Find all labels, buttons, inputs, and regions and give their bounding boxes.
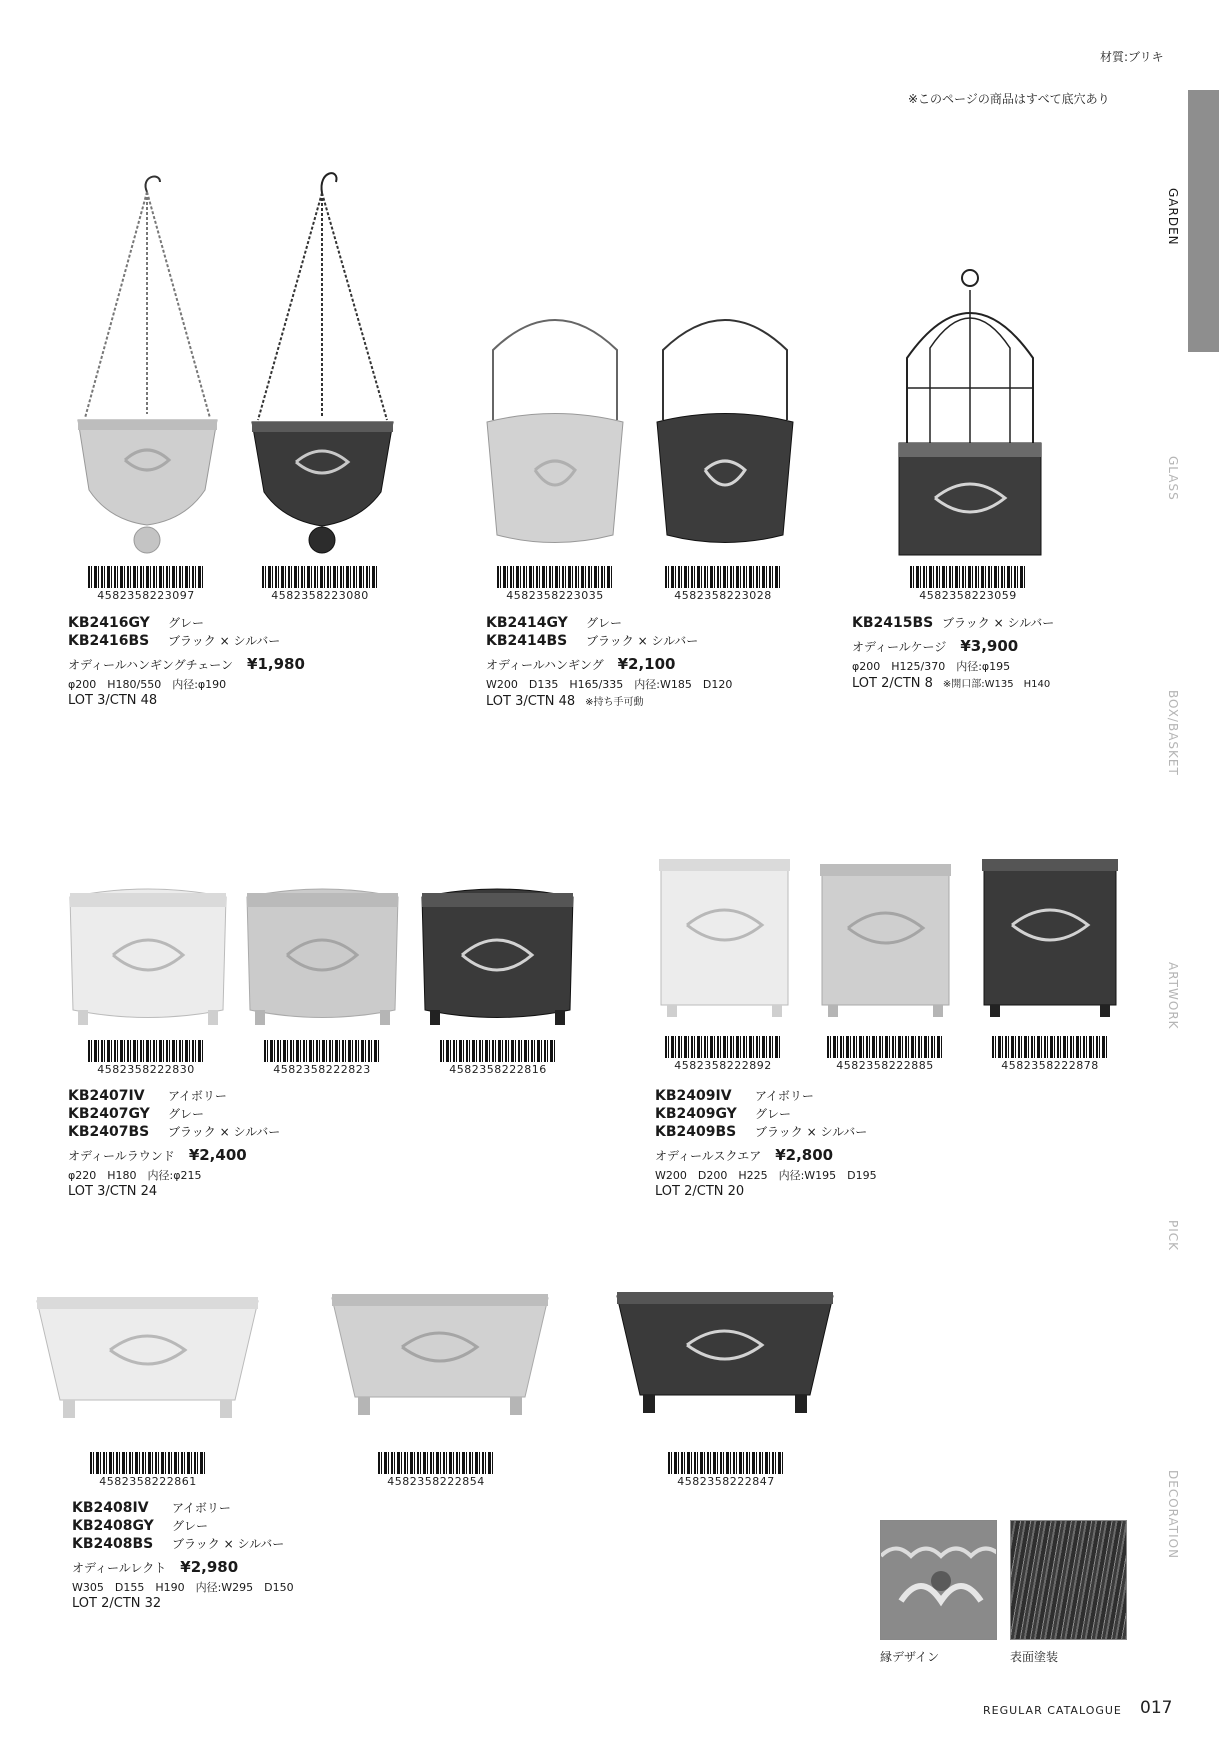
product-name: オディールケージ xyxy=(852,640,947,654)
barcode-kb2414bs xyxy=(665,566,781,602)
product-dimensions: φ200 H180/550 内径:φ190 xyxy=(68,678,227,691)
product-image-kb2407bs xyxy=(420,885,575,1030)
sku-code: KB2408BS xyxy=(72,1536,154,1552)
page-note: ※このページの商品はすべて底穴あり xyxy=(908,92,1110,106)
barcode-bars xyxy=(264,1040,380,1062)
product-lot: LOT 3/CTN 48 xyxy=(68,693,158,708)
page-number: 017 xyxy=(1140,1698,1173,1718)
sku-code: KB2409IV xyxy=(655,1088,732,1104)
sku-code: KB2407GY xyxy=(68,1106,150,1122)
product-image-kb2408bs xyxy=(615,1290,835,1420)
barcode-number: 4582358222885 xyxy=(836,1059,934,1072)
barcode-kb2416gy xyxy=(88,566,204,602)
barcode-kb2415bs xyxy=(910,566,1026,602)
product-image-kb2407iv xyxy=(68,885,228,1030)
barcode-bars xyxy=(88,1040,204,1062)
product-name: オディールハンギング xyxy=(486,658,604,672)
product-dimensions: φ200 H125/370 内径:φ195 xyxy=(852,660,1011,673)
product-info-kb2414 xyxy=(486,614,732,709)
edge-design-swatch xyxy=(880,1520,997,1640)
sku-color: グレー xyxy=(172,1519,209,1533)
product-lot-note: ※持ち手可動 xyxy=(585,697,644,708)
barcode-bars xyxy=(668,1452,784,1474)
sku-code: KB2407IV xyxy=(68,1088,145,1104)
product-lot: LOT 2/CTN 20 xyxy=(655,1184,745,1199)
sku-color: グレー xyxy=(168,616,205,630)
barcode-number: 4582358222823 xyxy=(273,1063,371,1076)
barcode-kb2407bs xyxy=(440,1040,556,1076)
sku-code: KB2416BS xyxy=(68,633,150,649)
barcode-number: 4582358222892 xyxy=(674,1059,772,1072)
barcode-kb2407gy xyxy=(264,1040,380,1076)
barcode-number: 4582358222830 xyxy=(97,1063,195,1076)
side-nav-pick[interactable]: PICK xyxy=(1166,1220,1180,1252)
product-name: オディールラウンド xyxy=(68,1149,175,1163)
barcode-number: 4582358223028 xyxy=(674,589,772,602)
barcode-number: 4582358222854 xyxy=(387,1475,485,1488)
sku-code: KB2414BS xyxy=(486,633,568,649)
product-image-kb2409iv xyxy=(657,855,792,1020)
product-image-kb2415bs xyxy=(895,268,1045,558)
product-name: オディールハンギングチェーン xyxy=(68,658,234,672)
sku-color: グレー xyxy=(168,1107,205,1121)
product-image-kb2416bs xyxy=(250,168,395,555)
barcode-bars xyxy=(665,566,781,588)
barcode-kb2416bs xyxy=(262,566,378,602)
product-dimensions: W305 D155 H190 内径:W295 D150 xyxy=(72,1581,294,1594)
barcode-kb2414gy xyxy=(497,566,613,602)
barcode-number: 4582358223080 xyxy=(271,589,369,602)
barcode-number: 4582358222847 xyxy=(677,1475,775,1488)
sku-color: ブラック × シルバー xyxy=(168,634,281,648)
barcode-number: 4582358222861 xyxy=(99,1475,197,1488)
barcode-kb2408bs xyxy=(668,1452,784,1488)
product-lot: LOT 3/CTN 24 xyxy=(68,1184,158,1199)
product-lot: LOT 2/CTN 32 xyxy=(72,1596,162,1611)
barcode-kb2409gy xyxy=(827,1036,943,1072)
barcode-bars xyxy=(90,1452,206,1474)
sku-code: KB2407BS xyxy=(68,1124,150,1140)
product-price: ¥2,980 xyxy=(180,1558,239,1576)
barcode-number: 4582358222878 xyxy=(1001,1059,1099,1072)
sku-color: グレー xyxy=(586,616,623,630)
barcode-bars xyxy=(827,1036,943,1058)
sku-code: KB2415BS xyxy=(852,615,934,631)
product-image-kb2409gy xyxy=(818,860,953,1020)
product-lot: LOT 3/CTN 48 xyxy=(486,694,576,709)
product-image-kb2407gy xyxy=(245,885,400,1030)
product-lot-note: ※開口部:W135 H140 xyxy=(942,679,1051,690)
barcode-kb2408gy xyxy=(378,1452,494,1488)
barcode-bars xyxy=(262,566,378,588)
product-info-kb2415 xyxy=(852,614,1054,691)
sku-color: アイボリー xyxy=(755,1089,814,1103)
product-image-kb2414bs xyxy=(655,310,795,555)
barcode-bars xyxy=(910,566,1026,588)
product-price: ¥2,100 xyxy=(617,655,676,673)
side-nav-artwork[interactable]: ARTWORK xyxy=(1166,962,1180,1030)
product-image-kb2408gy xyxy=(330,1292,550,1422)
product-info-kb2408 xyxy=(72,1499,294,1611)
barcode-bars xyxy=(378,1452,494,1474)
product-dimensions: φ220 H180 内径:φ215 xyxy=(68,1169,202,1182)
sku-color: ブラック × シルバー xyxy=(755,1125,868,1139)
surface-finish-caption: 表面塗装 xyxy=(1010,1650,1059,1664)
side-nav-garden[interactable]: GARDEN xyxy=(1166,188,1180,246)
barcode-number: 4582358223035 xyxy=(506,589,604,602)
sku-color: グレー xyxy=(755,1107,792,1121)
side-nav-box-basket[interactable]: BOX/BASKET xyxy=(1166,690,1180,776)
sku-code: KB2414GY xyxy=(486,615,568,631)
barcode-bars xyxy=(665,1036,781,1058)
side-nav-glass[interactable]: GLASS xyxy=(1166,456,1180,501)
sku-code: KB2409BS xyxy=(655,1124,737,1140)
product-image-kb2416gy xyxy=(75,170,220,555)
barcode-kb2409iv xyxy=(665,1036,781,1072)
material-label: 材質:ブリキ xyxy=(1100,50,1164,64)
sku-code: KB2409GY xyxy=(655,1106,737,1122)
barcode-kb2407iv xyxy=(88,1040,204,1076)
product-price: ¥1,980 xyxy=(247,655,305,673)
side-nav-decoration[interactable]: DECORATION xyxy=(1166,1470,1180,1560)
product-info-kb2416 xyxy=(68,614,305,708)
barcode-number: 4582358223059 xyxy=(919,589,1017,602)
product-name: オディールレクト xyxy=(72,1561,167,1575)
sku-code: KB2408IV xyxy=(72,1500,149,1516)
side-tab-active-bg xyxy=(1188,90,1219,352)
product-image-kb2408iv xyxy=(35,1295,260,1425)
sku-color: ブラック × シルバー xyxy=(172,1537,285,1551)
product-name: オディールスクエア xyxy=(655,1149,762,1163)
product-info-kb2409 xyxy=(655,1087,877,1199)
barcode-bars xyxy=(497,566,613,588)
product-price: ¥2,400 xyxy=(188,1146,247,1164)
barcode-kb2408iv xyxy=(90,1452,206,1488)
barcode-number: 4582358223097 xyxy=(97,589,195,602)
product-info-kb2407 xyxy=(68,1087,280,1199)
product-image-kb2414gy xyxy=(485,310,625,555)
product-image-kb2409bs xyxy=(980,855,1120,1020)
surface-finish-swatch xyxy=(1010,1520,1127,1640)
sku-color: アイボリー xyxy=(172,1501,231,1515)
sku-code: KB2416GY xyxy=(68,615,150,631)
sku-code: KB2408GY xyxy=(72,1518,154,1534)
sku-color: ブラック × シルバー xyxy=(942,616,1055,630)
barcode-number: 4582358222816 xyxy=(449,1063,547,1076)
barcode-bars xyxy=(440,1040,556,1062)
edge-design-caption: 縁デザイン xyxy=(880,1650,940,1664)
product-price: ¥3,900 xyxy=(960,637,1019,655)
barcode-bars xyxy=(88,566,204,588)
barcode-bars xyxy=(992,1036,1108,1058)
barcode-kb2409bs xyxy=(992,1036,1108,1072)
product-price: ¥2,800 xyxy=(775,1146,834,1164)
sku-color: ブラック × シルバー xyxy=(168,1125,281,1139)
catalogue-label: REGULAR CATALOGUE xyxy=(983,1704,1122,1717)
product-dimensions: W200 D135 H165/335 内径:W185 D120 xyxy=(486,678,733,691)
product-lot: LOT 2/CTN 8 xyxy=(852,676,933,691)
product-dimensions: W200 D200 H225 内径:W195 D195 xyxy=(655,1169,877,1182)
sku-color: ブラック × シルバー xyxy=(586,634,699,648)
sku-color: アイボリー xyxy=(168,1089,227,1103)
